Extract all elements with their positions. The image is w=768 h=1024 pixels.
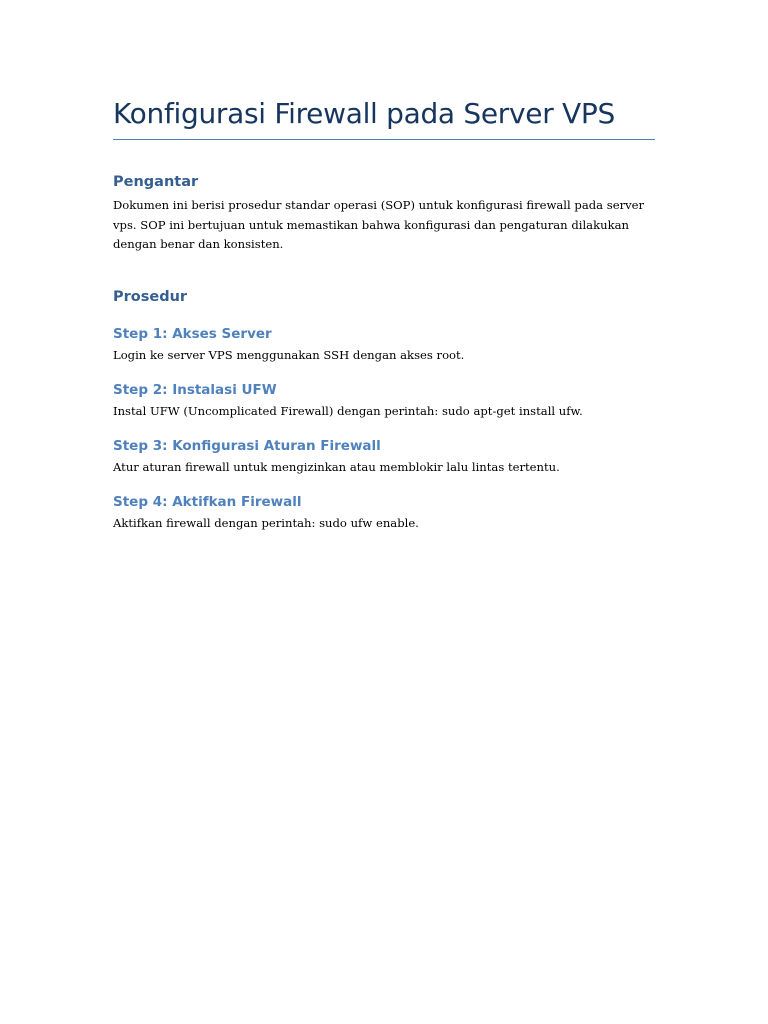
step-4-text: Aktifkan firewall dengan perintah: sudo ufw enable. [113,516,419,530]
step-3-text: Atur aturan firewall untuk mengizinkan atau memblokir lalu lintas tertentu. [113,460,560,474]
step-4-title: Step 4: Aktifkan Firewall [113,494,302,510]
heading-intro: Pengantar [113,174,199,190]
title-underline [113,139,655,140]
step-3-title: Step 3: Konfigurasi Aturan Firewall [113,438,381,454]
step-1-text: Login ke server VPS menggunakan SSH dengan akses root. [113,348,465,362]
intro-line-2: vps. SOP ini bertujuan untuk memastikan bahwa konfigurasi dan pengaturan dilakukan [113,217,629,232]
intro-line-1: Dokumen ini berisi prosedur standar operasi (SOP) untuk konfigurasi firewall pada server [113,198,645,212]
step-2-title: Step 2: Instalasi UFW [113,382,277,398]
document-title: Konfigurasi Firewall pada Server VPS [113,97,615,130]
intro-line-3: dengan benar dan konsisten. [113,237,284,251]
heading-procedure: Prosedur [113,289,188,305]
step-2-text: Instal UFW (Uncomplicated Firewall) dengan perintah: sudo apt-get install ufw. [113,404,583,418]
step-1-title: Step 1: Akses Server [113,326,272,342]
